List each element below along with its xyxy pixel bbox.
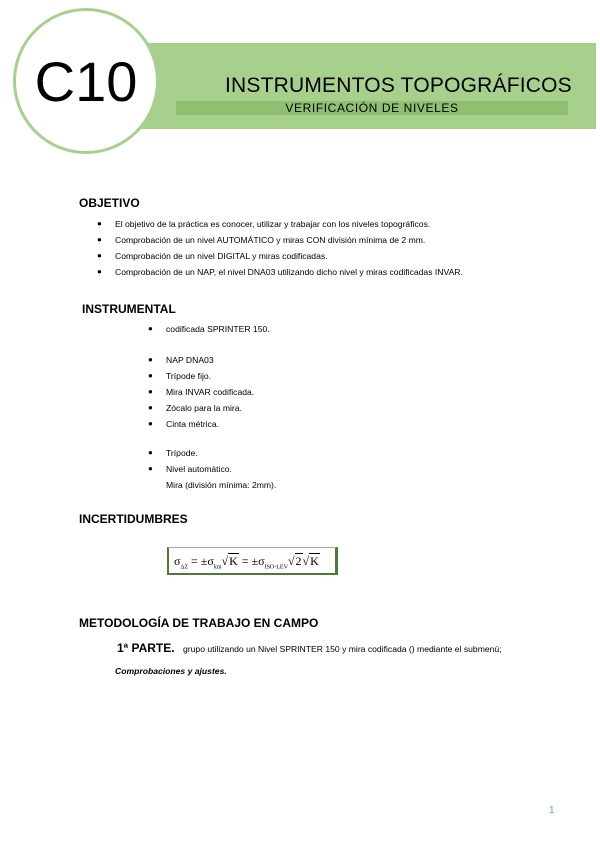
metodologia-heading: METODOLOGÍA DE TRABAJO EN CAMPO — [79, 616, 319, 630]
uncertainty-formula: $\sigma_{\Delta Z} = \pm\sigma_{km}√K = \pm\sigma_{ISO-LEV}√2√K$ — [167, 547, 338, 575]
list-item: ● Comprobación de un nivel DIGITAL y miras codificadas. — [97, 248, 463, 264]
parte-label: 1ª PARTE. — [117, 641, 175, 655]
bullet-icon: ● — [97, 267, 102, 276]
list-item: ● Trípode fijo. — [148, 368, 254, 384]
list-item: ● NAP DNA03 — [148, 352, 254, 368]
submenu-name: Comprobaciones y ajustes. — [115, 666, 227, 676]
bullet-icon: ● — [148, 387, 153, 396]
bullet-icon: ● — [148, 355, 153, 364]
instrumental-list-1 — [148, 321, 270, 337]
bullet-icon: ● — [148, 464, 153, 473]
page-number: 1 — [549, 805, 555, 816]
page-title: INSTRUMENTOS TOPOGRÁFICOS — [225, 74, 572, 97]
list-item: ● Comprobación de un NAP, el nivel DNA03 utilizando dicho nivel y miras codificadas INVAR. — [97, 264, 463, 280]
parte-text: grupo utilizando un Nivel SPRINTER 150 y mira codificada () mediante el submenú; — [183, 644, 502, 654]
list-item: ● Zócalo para la mira. — [148, 400, 254, 416]
page-subtitle: VERIFICACIÓN DE NIVELES — [285, 101, 459, 115]
bullet-icon: ● — [97, 219, 102, 228]
bullet-icon: ● — [97, 235, 102, 244]
list-item: ● codificada SPRINTER 150. — [148, 321, 270, 337]
chapter-badge: C10 — [34, 50, 138, 113]
bullet-icon: ● — [148, 448, 153, 457]
list-item: ● El objetivo de la práctica es conocer, utilizar y trabajar con los niveles topográficos. — [97, 216, 463, 232]
objetivo-list — [97, 216, 463, 280]
bullet-icon: ● — [148, 324, 153, 333]
list-item: ● Comprobación de un nivel AUTOMÁTICO y miras CON división mínima de 2 mm. — [97, 232, 463, 248]
list-item: ● Cinta métrica. — [148, 416, 254, 432]
instrumental-list-2 — [148, 352, 254, 432]
list-item: ● Trípode. — [148, 445, 232, 461]
bullet-icon: ● — [97, 251, 102, 260]
list-item: ● Mira INVAR codificada. — [148, 384, 254, 400]
objetivo-heading: OBJETIVO — [79, 196, 140, 210]
instrumental-extra-line: Mira (división mínima: 2mm). — [166, 480, 277, 490]
sqrt-icon: √ — [287, 554, 295, 568]
instrumental-heading: INSTRUMENTAL — [82, 302, 176, 316]
sqrt-icon: √ — [302, 554, 310, 568]
bullet-icon: ● — [148, 419, 153, 428]
instrumental-list-3 — [148, 445, 232, 477]
bullet-icon: ● — [148, 403, 153, 412]
bullet-icon: ● — [148, 371, 153, 380]
incertidumbres-heading: INCERTIDUMBRES — [79, 512, 188, 526]
sqrt-icon: √ — [221, 554, 229, 568]
list-item: ● Nivel automático. — [148, 461, 232, 477]
